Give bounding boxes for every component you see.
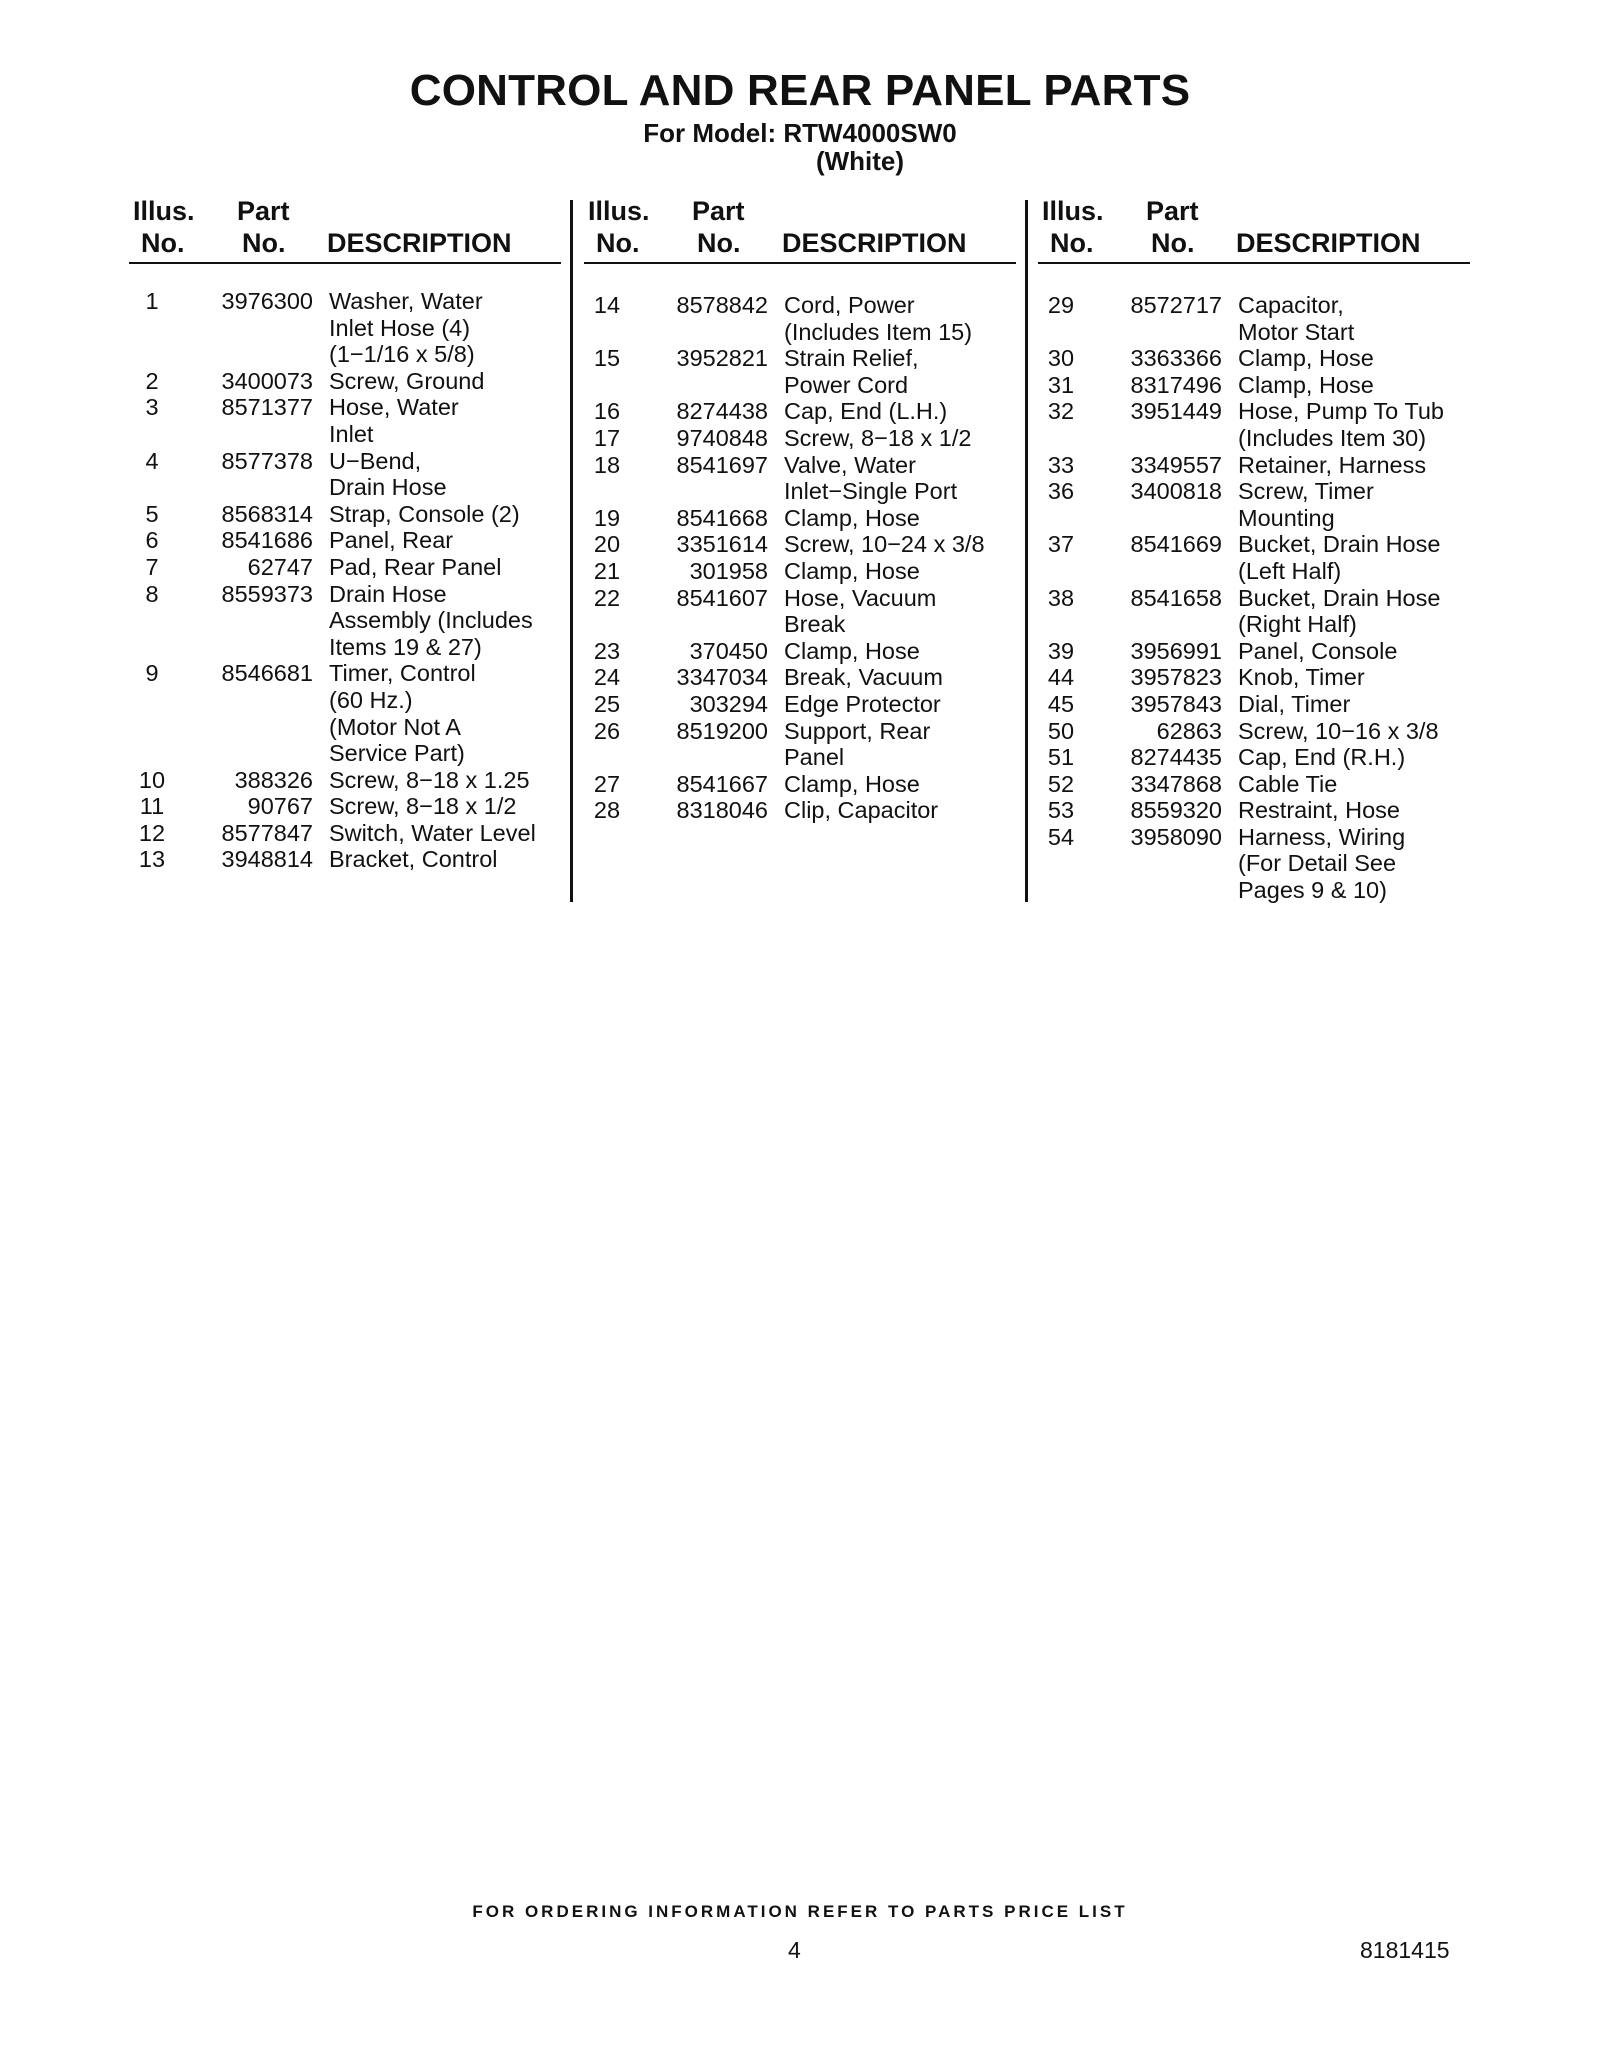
part-number: 3976300 [221,288,313,314]
page-number: 4 [788,1937,801,1963]
parts-column-1 [129,196,561,873]
part-number: 8559373 [221,580,313,607]
part-number: 8541658 [1130,584,1222,611]
table-header [129,196,561,264]
part-description: Knob, Timer [1238,664,1365,691]
part-number: 8577378 [221,447,313,474]
header-illus: Illus. [588,196,650,226]
header-part: Part [237,196,290,226]
table-row [129,501,561,528]
table-row [1038,664,1470,691]
part-number: 3351614 [676,531,768,558]
part-number: 8317496 [1130,371,1222,398]
illus-number: 16 [593,398,621,425]
part-description: Screw, 8−18 x 1/2 [329,793,517,820]
part-number: 8577847 [221,819,313,846]
table-row [584,345,1016,398]
part-number: 3347034 [676,664,768,691]
illus-number: 20 [593,531,621,558]
illus-number: 32 [1047,398,1075,425]
part-description: Strap, Console (2) [329,500,520,527]
part-number: 8519200 [676,717,768,744]
table-row [129,527,561,554]
table-row [584,638,1016,665]
illus-number: 7 [145,553,159,580]
part-number: 8578842 [676,292,768,318]
part-description: Dial, Timer [1238,690,1351,717]
table-row [1038,638,1470,665]
illus-number: 52 [1047,770,1075,797]
part-description: Panel, Console [1238,637,1398,664]
table-row [584,398,1016,425]
part-description: Valve, Water Inlet−Single Port [784,451,958,505]
part-description: Screw, Ground [329,367,485,394]
part-number: 3363366 [1130,345,1222,372]
header-part: Part [1146,196,1199,226]
document-number: 8181415 [1360,1937,1450,1963]
part-number: 8572717 [1130,292,1222,318]
table-row [129,394,561,447]
illus-number: 38 [1047,584,1075,611]
part-description: U−Bend, Drain Hose [329,447,447,501]
illus-number: 13 [138,846,166,873]
illus-number: 17 [593,424,621,451]
illus-number: 29 [1047,292,1075,318]
illus-number: 28 [593,797,621,824]
illus-number: 25 [593,690,621,717]
illus-number: 8 [145,580,159,607]
illus-number: 10 [138,766,166,793]
part-number: 8541667 [676,770,768,797]
table-row [584,558,1016,585]
part-number: 3958090 [1130,823,1222,850]
part-number: 9740848 [676,424,768,451]
illus-number: 50 [1047,717,1075,744]
part-number: 8546681 [221,660,313,687]
table-row [129,554,561,581]
table-row [1038,292,1470,345]
parts-list [1038,264,1470,904]
part-number: 3957843 [1130,690,1222,717]
part-description: Clamp, Hose [784,637,920,664]
part-description: Cap, End (L.H.) [784,398,948,425]
part-number: 3347868 [1130,770,1222,797]
illus-number: 45 [1047,690,1075,717]
table-row [1038,797,1470,824]
part-description: Switch, Water Level [329,819,536,846]
table-row [584,292,1016,345]
part-number: 3951449 [1130,398,1222,425]
part-description: Capacitor, Motor Start [1238,292,1355,345]
illus-number: 39 [1047,637,1075,664]
part-description: Hose, Pump To Tub (Includes Item 30) [1238,398,1444,451]
illus-number: 19 [593,504,621,531]
part-description: Edge Protector [784,690,941,717]
illus-number: 31 [1047,371,1075,398]
illus-number: 1 [145,288,159,314]
part-description: Retainer, Harness [1238,451,1427,478]
illus-number: 30 [1047,345,1075,372]
ordering-note: FOR ORDERING INFORMATION REFER TO PARTS PRICE LIST [472,1902,1128,1921]
part-description: Harness, Wiring (For Detail See Pages 9 & 10) [1238,823,1406,904]
table-header [584,196,1016,264]
part-description: Restraint, Hose [1238,797,1400,824]
part-description: Break, Vacuum [784,664,943,691]
header-description: DESCRIPTION [327,228,512,258]
part-number: 3349557 [1130,451,1222,478]
table-row [1038,372,1470,399]
table-row [129,767,561,794]
table-row [584,771,1016,798]
table-row [1038,771,1470,798]
part-description: Strain Relief, Power Cord [784,345,919,398]
table-row [129,581,561,661]
header-part-no: No. [697,228,741,258]
illus-number: 6 [145,527,159,554]
part-description: Screw, 8−18 x 1.25 [329,766,530,793]
parts-column-3 [1038,196,1470,904]
header-illus: Illus. [1042,196,1104,226]
color-line: (White) [815,146,905,176]
illus-number: 51 [1047,744,1075,771]
table-row [1038,718,1470,745]
parts-column-2 [584,196,1016,824]
part-number: 301958 [689,557,768,584]
part-description: Cable Tie [1238,770,1338,797]
part-description: Pad, Rear Panel [329,553,502,580]
column-divider [1025,200,1028,902]
illus-number: 22 [593,584,621,611]
header-illus: Illus. [133,196,195,226]
table-row [129,660,561,766]
part-description: Hose, Vacuum Break [784,584,937,638]
part-number: 370450 [689,637,768,664]
table-row [1038,531,1470,584]
part-description: Cap, End (R.H.) [1238,744,1406,771]
part-number: 8559320 [1130,797,1222,824]
illus-number: 23 [593,637,621,664]
part-description: Clamp, Hose [1238,371,1374,398]
part-description: Clip, Capacitor [784,797,939,824]
part-number: 62863 [1156,717,1222,744]
part-number: 3952821 [676,345,768,372]
illus-number: 26 [593,717,621,744]
table-row [584,452,1016,505]
illus-number: 2 [145,367,159,394]
part-number: 8541669 [1130,531,1222,558]
illus-number: 53 [1047,797,1075,824]
table-row [584,718,1016,771]
part-description: Cord, Power (Includes Item 15) [784,292,973,345]
table-row [129,793,561,820]
part-description: Washer, Water Inlet Hose (4) (1−1/16 x 5/8) [329,288,483,368]
header-description: DESCRIPTION [1236,228,1421,258]
part-number: 8541607 [676,584,768,611]
part-description: Screw, 10−16 x 3/8 [1238,717,1439,744]
illus-number: 5 [145,500,159,527]
table-row [1038,452,1470,479]
part-description: Clamp, Hose [784,557,920,584]
part-number: 8541686 [221,527,313,554]
part-number: 90767 [247,793,313,820]
parts-list [584,264,1016,824]
illus-number: 14 [593,292,621,318]
table-row [1038,744,1470,771]
part-description: Bucket, Drain Hose (Right Half) [1238,584,1441,638]
part-number: 8541697 [676,451,768,478]
header-part: Part [692,196,745,226]
part-number: 8571377 [221,394,313,421]
header-illus-no: No. [141,228,185,258]
table-row [584,797,1016,824]
part-description: Clamp, Hose [784,770,920,797]
header-part-no: No. [242,228,286,258]
model-line: For Model: RTW4000SW0 [643,118,957,148]
illus-number: 3 [145,394,159,421]
illus-number: 12 [138,819,166,846]
part-description: Clamp, Hose [784,504,920,531]
part-number: 8568314 [221,500,313,527]
part-description: Panel, Rear [329,527,454,554]
part-number: 8274435 [1130,744,1222,771]
table-row [1038,824,1470,904]
part-description: Bucket, Drain Hose (Left Half) [1238,531,1441,584]
table-row [584,664,1016,691]
table-row [129,368,561,395]
part-description: Screw, 8−18 x 1/2 [784,424,972,451]
table-row [129,846,561,873]
table-row [129,820,561,847]
part-number: 62747 [247,553,313,580]
illus-number: 4 [145,447,159,474]
table-row [129,288,561,368]
page-title: CONTROL AND REAR PANEL PARTS [409,66,1191,115]
part-number: 8318046 [676,797,768,824]
part-description: Timer, Control (60 Hz.) (Motor Not A Service Part) [329,660,476,767]
part-description: Drain Hose Assembly (Includes Items 19 & 27) [329,580,533,660]
table-row [1038,691,1470,718]
illus-number: 21 [593,557,621,584]
header-illus-no: No. [1050,228,1094,258]
part-description: Screw, 10−24 x 3/8 [784,531,985,558]
table-row [584,425,1016,452]
parts-list [129,264,561,873]
illus-number: 54 [1047,823,1075,850]
table-row [1038,398,1470,451]
header-description: DESCRIPTION [782,228,967,258]
part-number: 3948814 [221,846,313,873]
header-illus-no: No. [596,228,640,258]
part-number: 8274438 [676,398,768,425]
table-row [584,691,1016,718]
part-number: 303294 [689,690,768,717]
table-row [584,585,1016,638]
header-part-no: No. [1151,228,1195,258]
illus-number: 36 [1047,478,1075,505]
part-description: Bracket, Control [329,846,498,873]
table-row [584,531,1016,558]
illus-number: 11 [139,793,165,820]
illus-number: 44 [1047,664,1075,691]
table-row [129,448,561,501]
part-description: Support, Rear Panel [784,717,931,771]
part-number: 3400818 [1130,478,1222,505]
illus-number: 15 [593,345,621,372]
table-header [1038,196,1470,264]
part-description: Screw, Timer Mounting [1238,478,1374,531]
table-row [584,505,1016,532]
part-description: Clamp, Hose [1238,345,1374,372]
table-row [1038,345,1470,372]
part-number: 388326 [234,766,313,793]
illus-number: 27 [593,770,621,797]
illus-number: 18 [593,451,621,478]
part-number: 3400073 [221,367,313,394]
table-row [1038,478,1470,531]
part-number: 3957823 [1130,664,1222,691]
table-row [1038,585,1470,638]
part-description: Hose, Water Inlet [329,394,459,447]
illus-number: 24 [593,664,621,691]
illus-number: 9 [145,660,159,687]
illus-number: 33 [1047,451,1075,478]
part-number: 3956991 [1130,637,1222,664]
column-divider [570,200,573,902]
part-number: 8541668 [676,504,768,531]
illus-number: 37 [1047,531,1075,558]
